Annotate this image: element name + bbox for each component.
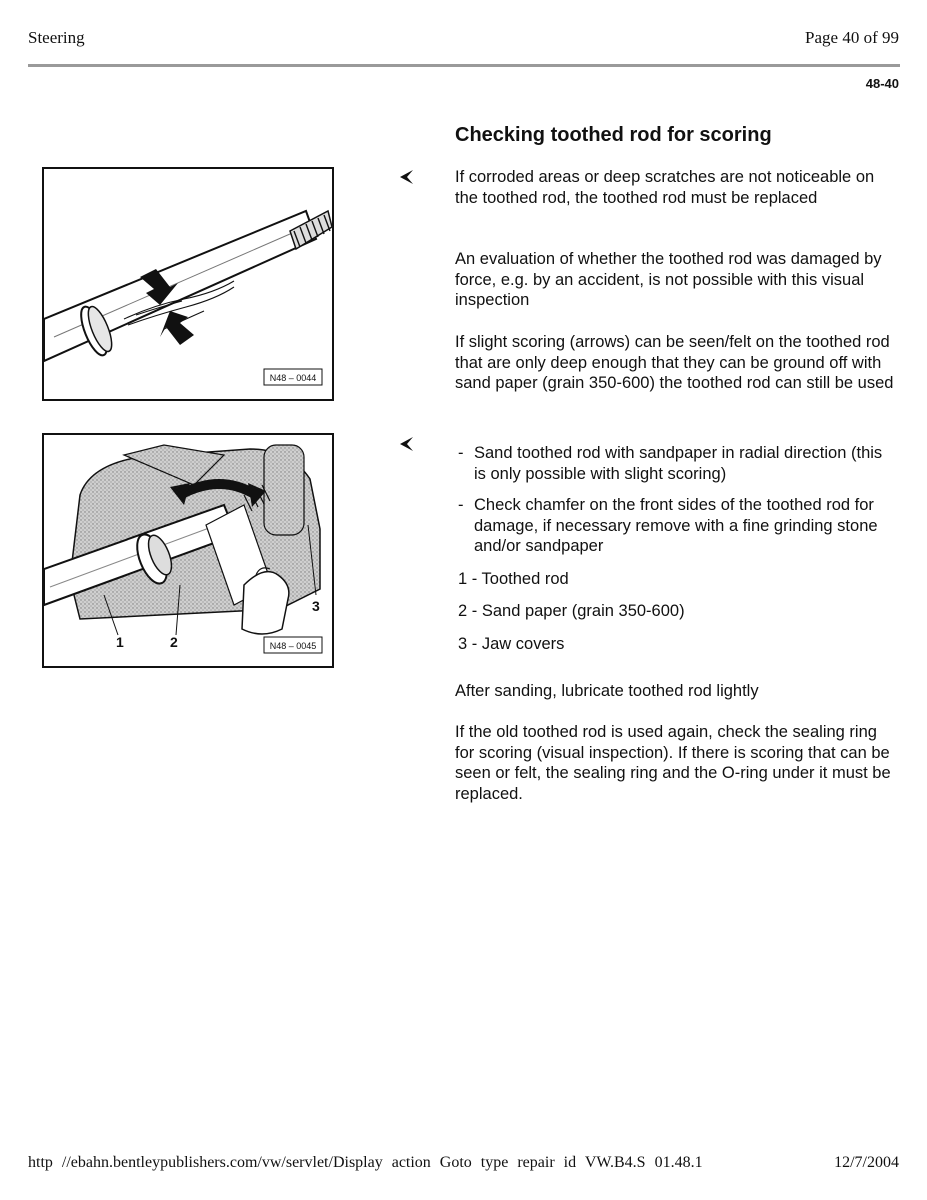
figure-toothed-rod-scoring	[42, 167, 334, 401]
step-sand-rod: - Sand toothed rod with sandpaper in radial direction (this is only possible with slight scoring)	[458, 443, 898, 484]
header-divider	[28, 64, 900, 67]
header-page-number: Page 40 of 99	[805, 28, 899, 47]
step-text: Check chamfer on the front sides of the toothed rod for damage, if necessary remove with a fine grinding stone and/or sandpaper	[474, 496, 878, 556]
footer-date: 12/7/2004	[834, 1154, 899, 1171]
sanding-toothed-rod-illustration	[44, 435, 332, 666]
figure-code-label: N48 – 0044	[269, 373, 317, 383]
figure-sanding-toothed-rod	[42, 433, 334, 668]
callout-1: 1	[116, 634, 124, 650]
step-check-chamfer: - Check chamfer on the front sides of the toothed rod for damage, if necessary remove with a fine grinding stone and/or sandpaper	[458, 495, 898, 557]
callout-2: 2	[170, 634, 178, 650]
step-text: Sand toothed rod with sandpaper in radial direction (this is only possible with slight scoring)	[474, 444, 883, 483]
paragraph-lubricate: After sanding, lubricate toothed rod lightly	[455, 682, 759, 700]
toothed-rod-scoring-illustration	[44, 169, 332, 399]
paragraph-replace-condition: If corroded areas or deep scratches are not noticeable on the toothed rod, the toothed rod must be replaced	[455, 168, 875, 207]
document-code: 48-40	[865, 76, 899, 91]
callout-3: 3	[312, 598, 320, 614]
left-pointer-icon	[398, 168, 416, 186]
paragraph-slight-scoring: If slight scoring (arrows) can be seen/felt on the toothed rod that are only deep enough that they can be ground off with sand paper (grain 350-600) the toothed rod can still be used	[455, 333, 894, 393]
footer-url: http //ebahn.bentleypublishers.com/vw/servlet/Display action Goto type repair id VW.B4.S 01.48.1	[28, 1154, 703, 1171]
paragraph-evaluation-note: An evaluation of whether the toothed rod was damaged by force, e.g. by an accident, is not possible with this visual inspection	[455, 250, 882, 310]
legend-item: 1 - Toothed rod	[458, 570, 569, 588]
legend-item: 2 - Sand paper (grain 350-600)	[458, 602, 685, 620]
paragraph-sealing-ring: If the old toothed rod is used again, check the sealing ring for scoring (visual inspection). If there is scoring that can be seen or felt, the sealing ring and the O-ring under it must be replaced.	[455, 723, 891, 803]
legend-item: 3 - Jaw covers	[458, 635, 565, 653]
figure-code-label: N48 – 0045	[269, 641, 317, 651]
header-section-title: Steering	[28, 28, 85, 47]
page-heading: Checking toothed rod for scoring	[455, 124, 772, 146]
left-pointer-icon	[398, 435, 416, 453]
